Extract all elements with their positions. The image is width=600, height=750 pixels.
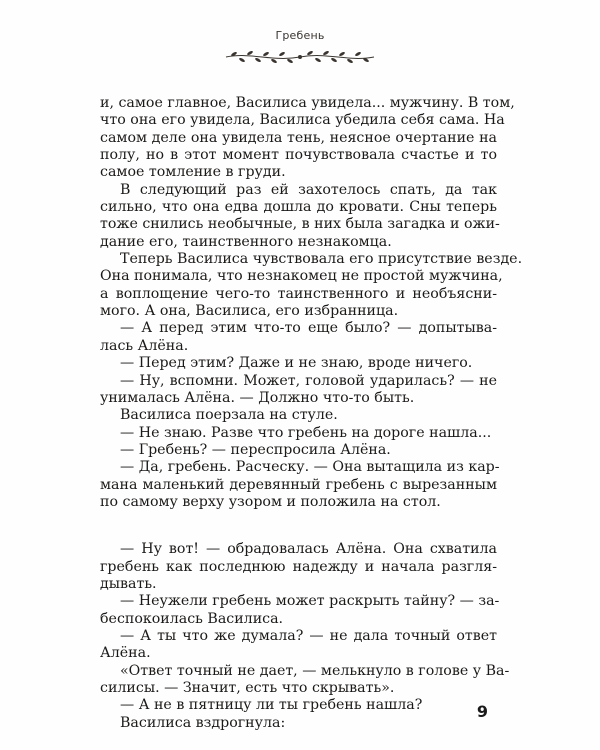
text-block-2 [100,541,510,732]
text-line: Она понимала, что незнакомец не простой мужчина, [100,268,503,285]
text-line: В следующий раз ей захотелось спать, да так [120,181,497,198]
text-line: мого. А она, Василиса, его избранница. [100,303,399,320]
text-line: и, самое главное, Василиса увидела... мужчину. В том, [100,95,515,111]
text-line: по самому верху узором и положила на стол. [100,493,441,510]
laurel-vine-ornament-icon [222,46,378,68]
text-line: самое томление в груди. [100,164,286,181]
text-line: — Гребень? — переспросила Алёна. [120,441,391,458]
text-line: — Да, гребень. Расческу. — Она вытащила из кар- [120,459,500,476]
running-title: Гребень [275,29,325,42]
text-line: — Неужели гребень может раскрыть тайну? — за- [120,593,500,610]
text-line: — Ну, вспомни. Может, головой ударилась? — не [120,372,497,389]
text-line: тоже снились необычные, в них была загадка и ожи- [100,216,500,233]
text-line: а воплощение чего-то таинственного и необъясни- [100,285,497,302]
text-line: — А перед этим что-то еще было? — допытыва- [120,320,497,337]
text-line: сильно, что она едва дошла до кровати. Сны теперь [100,199,497,216]
text-line: «Ответ точный не дает, — мелькнуло в голове у Ва- [120,662,510,679]
paragraph-gap [100,511,497,541]
text-line: — Перед этим? Даже и не знаю, вроде ничего. [120,355,473,372]
text-line: — А не в пятницу ли ты гребень нашла? [120,697,423,714]
text-line: лась Алёна. [100,337,189,354]
text-line: Теперь Василиса чувствовала его присутствие везде. [120,251,523,268]
body-text [100,95,523,732]
text-line: гребень как последнюю надежду и начала разгля- [100,558,497,575]
text-line: силисы. — Значит, есть что скрывать». [100,680,395,696]
page-number: 9 [476,702,488,721]
text-line: — Ну вот! — обрадовалась Алёна. Она схватила [120,541,497,558]
text-line: дывать. [100,575,157,592]
text-line: что она его увидела, Василиса убедила себя сама. На [100,112,505,129]
text-line: Василиса поерзала на стуле. [120,407,338,424]
text-line: дание его, таинственного незнакомца. [100,233,392,250]
text-line: унималась Алёна. — Должно что-то быть. [100,389,415,406]
text-line: — А ты что же думала? — не дала точный ответ [120,627,497,644]
text-line: Василиса вздрогнула: [120,714,286,731]
text-line: беспокоилась Василиса. [100,610,284,627]
text-line: самом деле она увидела тень, неясное очертание на [100,129,497,146]
text-line: Алёна. [100,645,151,662]
text-block-1 [100,95,523,511]
text-line: — Не знаю. Разве что гребень на дороге нашла... [120,424,492,441]
text-line: мана маленький деревянный гребень с вырезанным [100,476,497,493]
text-line: полу, но в этот момент почувствовала счастье и то [100,147,497,164]
